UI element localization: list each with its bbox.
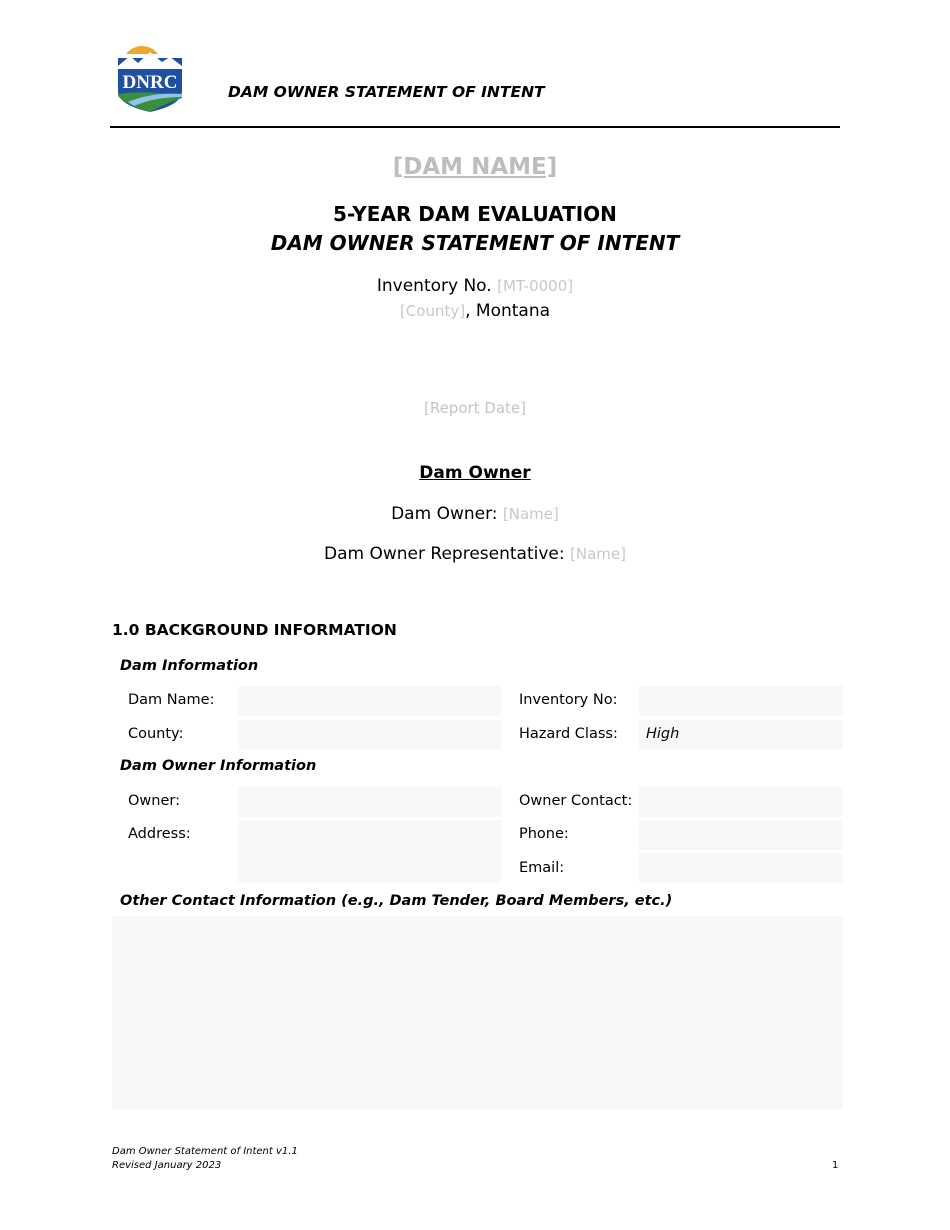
section-title-background: 1.0 BACKGROUND INFORMATION — [112, 621, 397, 639]
email-field[interactable] — [639, 853, 843, 883]
inventory-placeholder: [MT-0000] — [497, 277, 574, 295]
svg-text:MONTANA: MONTANA — [133, 63, 167, 70]
owner-label: Owner: — [128, 793, 180, 809]
owner-field[interactable] — [238, 787, 501, 817]
footer-revised: Revised January 2023 — [112, 1160, 222, 1171]
state-suffix: , Montana — [465, 301, 551, 321]
county-line — [0, 301, 950, 321]
report-date-placeholder: [Report Date] — [423, 399, 527, 417]
inventory-no-label: Inventory No: — [519, 692, 618, 708]
dam-owner-line — [0, 504, 950, 524]
dam-owner-information-heading: Dam Owner Information — [120, 758, 317, 774]
dam-owner-heading: Dam Owner — [419, 463, 531, 483]
hazard-class-label: Hazard Class: — [519, 726, 618, 742]
header-divider — [110, 126, 840, 128]
county-field[interactable] — [238, 720, 501, 750]
hazard-class-value: High — [646, 726, 680, 742]
svg-text:DNRC: DNRC — [122, 72, 178, 93]
representative-label: Dam Owner Representative: — [324, 544, 565, 564]
dam-name-field[interactable] — [238, 686, 501, 716]
evaluation-title: 5-YEAR DAM EVALUATION — [333, 202, 617, 226]
address-label: Address: — [128, 826, 191, 842]
other-contact-heading: Other Contact Information (e.g., Dam Tender, Board Members, etc.) — [120, 893, 673, 909]
inventory-no-field[interactable] — [639, 686, 843, 716]
inventory-line — [0, 276, 950, 296]
other-contact-field[interactable] — [112, 916, 843, 1110]
phone-label: Phone: — [519, 826, 569, 842]
address-field[interactable] — [238, 820, 501, 883]
county-label: County: — [128, 726, 184, 742]
hazard-class-field[interactable] — [639, 720, 843, 750]
phone-field[interactable] — [639, 820, 843, 850]
email-label: Email: — [519, 860, 565, 876]
dnrc-logo — [112, 44, 188, 116]
inventory-label: Inventory No. — [376, 276, 492, 296]
header-title: DAM OWNER STATEMENT OF INTENT — [228, 83, 545, 101]
dam-owner-placeholder: [Name] — [502, 505, 559, 523]
representative-placeholder: [Name] — [570, 545, 626, 563]
county-placeholder: [County] — [399, 302, 466, 320]
dam-name-placeholder: [DAM NAME] — [392, 154, 558, 180]
dam-name-label: Dam Name: — [128, 692, 215, 708]
owner-contact-field[interactable] — [639, 787, 843, 817]
owner-contact-label: Owner Contact: — [519, 793, 633, 809]
representative-line — [0, 544, 950, 564]
footer-version: Dam Owner Statement of Intent v1.1 — [112, 1146, 298, 1157]
statement-title: DAM OWNER STATEMENT OF INTENT — [270, 231, 680, 255]
dam-owner-label: Dam Owner: — [391, 504, 498, 524]
page-number: 1 — [832, 1160, 839, 1171]
dam-information-heading: Dam Information — [120, 658, 259, 674]
